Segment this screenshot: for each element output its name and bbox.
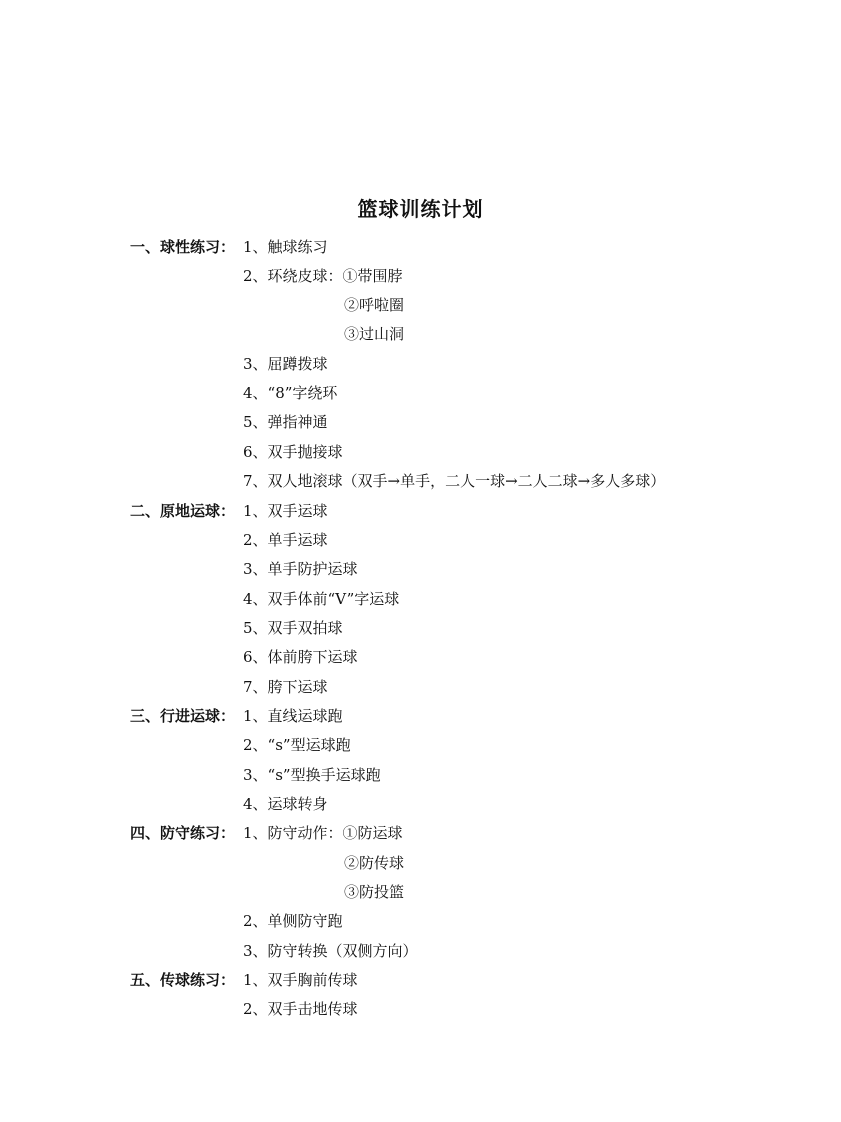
list-item: 2、单侧防守跑	[243, 912, 343, 930]
list-item: 1、双手胸前传球	[243, 971, 358, 989]
list-item: 6、双手抛接球	[243, 443, 343, 461]
section-heading-5: 五、传球练习：	[130, 971, 236, 989]
list-item: 7、双人地滚球（双手→单手，二人一球→二人二球→多人多球）	[243, 472, 666, 490]
list-item: 2、双手击地传球	[243, 1000, 358, 1018]
list-item: 1、防守动作：①防运球	[243, 824, 403, 842]
list-item: ②呼啦圈	[344, 296, 405, 314]
section-heading-3: 三、行进运球：	[130, 707, 236, 725]
list-item: ③过山洞	[344, 325, 405, 343]
list-item: 4、运球转身	[243, 795, 328, 813]
list-item: 4、“8”字绕环	[243, 384, 338, 402]
list-item: 3、“s”型换手运球跑	[243, 766, 381, 784]
list-item: 1、触球练习	[243, 238, 328, 256]
list-item: 3、单手防护运球	[243, 560, 358, 578]
list-item: 5、弹指神通	[243, 413, 328, 431]
list-item: 2、“s”型运球跑	[243, 736, 351, 754]
list-item: 1、直线运球跑	[243, 707, 343, 725]
list-item: 4、双手体前“V”字运球	[243, 590, 400, 608]
list-item: 2、单手运球	[243, 531, 328, 549]
section-heading-1: 一、球性练习：	[130, 238, 236, 256]
list-item: 2、环绕皮球：①带围脖	[243, 267, 403, 285]
document-title: 篮球训练计划	[357, 197, 484, 221]
list-item: 6、体前胯下运球	[243, 648, 358, 666]
list-item: 7、胯下运球	[243, 678, 328, 696]
list-item: ③防投篮	[344, 883, 405, 901]
section-heading-2: 二、原地运球：	[130, 502, 236, 520]
list-item: 3、防守转换（双侧方向）	[243, 942, 418, 960]
list-item: 1、双手运球	[243, 502, 328, 520]
list-item: 3、屈蹲拨球	[243, 355, 328, 373]
list-item: 5、双手双拍球	[243, 619, 343, 637]
list-item: ②防传球	[344, 854, 405, 872]
section-heading-4: 四、防守练习：	[130, 824, 236, 842]
